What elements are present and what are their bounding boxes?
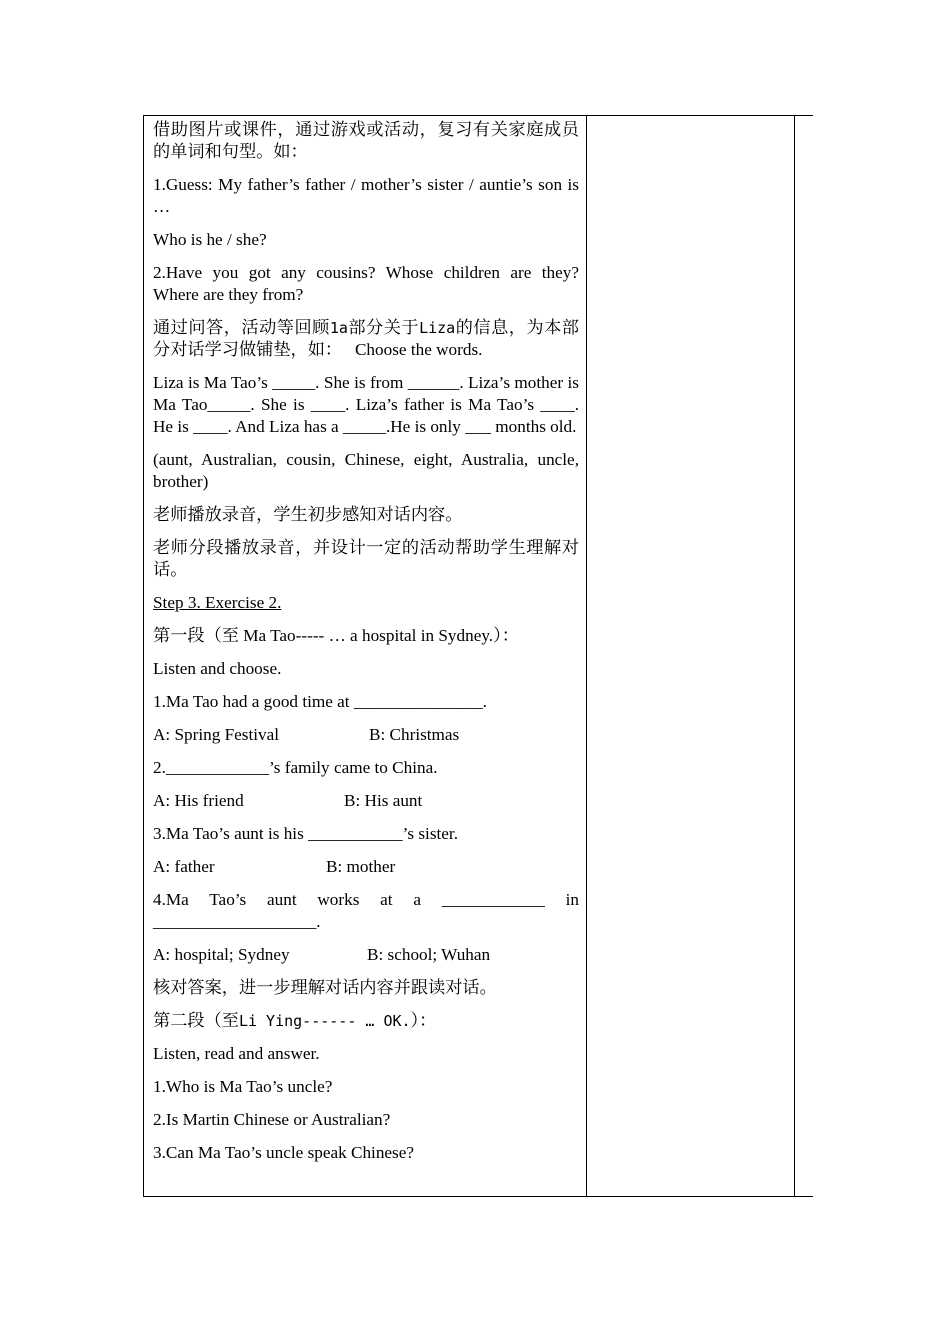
segment-two-text-1: 第二段（至	[153, 1011, 239, 1030]
question-4-options	[153, 944, 579, 966]
review-text-4: Liza	[419, 319, 456, 337]
notes-column	[587, 116, 795, 1196]
option-2a: A: His friend	[153, 791, 244, 810]
review-text-3: 部分关于	[347, 318, 420, 337]
segment-two-text-3: ）：	[410, 1011, 437, 1030]
activity-column	[143, 116, 587, 1196]
question-3-options	[153, 856, 579, 878]
question-4: 4.Ma Tao’s aunt works at a ____________ in ___________________.	[153, 890, 579, 931]
segment-one-heading: 第一段（至 Ma Tao----- … a hospital in Sydney.）：	[153, 626, 519, 645]
option-1a: A: Spring Festival	[153, 725, 280, 744]
step-heading: Step 3. Exercise 2.	[153, 593, 282, 612]
option-2b: B: His aunt	[344, 791, 423, 810]
option-4b: B: school; Wuhan	[367, 945, 491, 964]
answer-question-2: 2.Is Martin Chinese or Australian?	[153, 1110, 391, 1129]
listen-first-instruction: 老师播放录音，学生初步感知对话内容。	[153, 505, 463, 524]
segment-two-heading	[153, 1010, 579, 1032]
review-text-5: 的信息，为本部分对话学习做铺垫，如：	[153, 318, 579, 359]
cousin-question: 2.Have you got any cousins? Whose children are they? Where are they from?	[153, 263, 579, 304]
check-answers-instruction: 核对答案，进一步理解对话内容并跟读对话。	[153, 978, 497, 997]
review-instruction	[153, 317, 579, 361]
question-3: 3.Ma Tao’s aunt is his ___________’s sister.	[153, 824, 458, 843]
segment-instruction: 老师分段播放录音，并设计一定的活动帮助学生理解对话。	[153, 538, 579, 579]
option-3a: A: father	[153, 857, 215, 876]
listen-choose-label: Listen and choose.	[153, 659, 282, 678]
answer-question-3: 3.Can Ma Tao’s uncle speak Chinese?	[153, 1143, 414, 1162]
option-3b: B: mother	[326, 857, 396, 876]
intro-paragraph: 借助图片或课件，通过游戏或活动，复习有关家庭成员的单词和句型。如：	[153, 120, 579, 161]
question-2-options	[153, 790, 579, 812]
question-1: 1.Ma Tao had a good time at _______________.	[153, 692, 488, 711]
question-1-options	[153, 724, 579, 746]
word-bank: (aunt, Australian, cousin, Chinese, eight, Australia, uncle, brother)	[153, 450, 579, 491]
margin-column	[795, 116, 813, 1196]
choose-words-label: Choose the words.	[354, 340, 483, 359]
answer-question-1: 1.Who is Ma Tao’s uncle?	[153, 1077, 333, 1096]
question-2: 2.____________’s family came to China.	[153, 758, 438, 777]
fill-in-paragraph: Liza is Ma Tao’s _____. She is from ______. Liza’s mother is Ma Tao_____. She is ____. Liza’s father is Ma Tao’s ____. He is ____. And Liza has a _____.He is only ___ months old.	[153, 373, 579, 436]
option-1b: B: Christmas	[369, 725, 460, 744]
guess-question: Who is he / she?	[153, 230, 267, 249]
review-text-1: 通过问答，活动等回顾	[153, 318, 330, 337]
guess-prompt: 1.Guess: My father’s father / mother’s sister / auntie’s son is …	[153, 175, 579, 216]
option-4a: A: hospital; Sydney	[153, 945, 290, 964]
segment-two-text-2: Li Ying------ … OK.	[238, 1012, 411, 1030]
listen-read-answer-label: Listen, read and answer.	[153, 1044, 320, 1063]
lesson-table	[143, 115, 813, 1197]
activity-content	[153, 119, 579, 1175]
review-text-2: 1a	[329, 319, 348, 337]
